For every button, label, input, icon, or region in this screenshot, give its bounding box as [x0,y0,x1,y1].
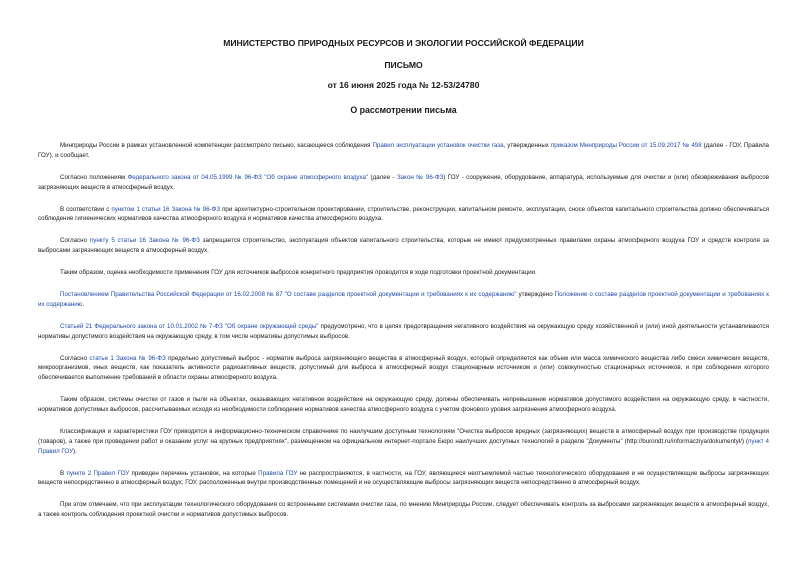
paragraph [38,205,769,225]
document-link[interactable]: Закон № 96-ФЗ [396,173,444,181]
paragraph [38,268,769,278]
paragraph-text: ). [73,447,77,455]
paragraph-text: (далее - [368,173,397,181]
paragraph [38,354,769,383]
document-link[interactable]: пунктом 1 статьи 16 Закона № 96-ФЗ [111,205,221,213]
document-link[interactable]: Правила ГОУ [258,469,298,477]
paragraph-text: Согласно [60,354,90,362]
paragraph-text: утверждено [516,291,555,299]
document-link[interactable]: пункт 4 Правил ГОУ [38,437,769,455]
paragraph [38,173,769,193]
document-type: ПИСЬМО [384,60,423,70]
paragraph-text: приведен перечень установок, на которые [129,469,259,477]
letter-body [38,141,769,520]
document-link[interactable]: приказом Минприроды России от 15.09.2017 № 498 [550,142,702,149]
document-link[interactable]: Статьей 21 Федерального закона от 10.01.2002 № 7-ФЗ "Об охране окружающей среды" [60,322,319,330]
paragraph-text: (далее - ГОУ, Правила ГОУ), и сообщает. [38,142,769,159]
paragraph-text: запрещается строительство, эксплуатация объектов капитального строительства, которые не имеют предусмотренных правилами охраны атмосферного воздуха ГОУ и средств контроля за выбросами загрязняющих веществ в атмосферный воздух. [38,237,769,255]
document-link[interactable]: Правил эксплуатации установок очистки газа [372,142,504,149]
paragraph-text: При этом отмечаем, что при эксплуатации технологического оборудования со встроенными системами очистки газа, по мнению Минприроды России, следует обеспечивать контроль за выбросами загрязняющих веществ в атмосферный воздух, а также контроль соблюдения проектной очистки и нормативов допустимых выбросов. [38,501,769,519]
paragraph-text: предельно допустимый выброс - норматив выброса загрязняющего вещества в атмосферный воздух, который определяется как объем или масса химического вещества либо смеси химических веществ, микроорганизмов, иных веществ, как показатель активности радиоактивных веществ, допустимый для выброса в атмосферный воздух стационарным источником и (или) совокупностью стационарных источников, и при соблюдении которого обеспечивается выполнение требований в области охраны атмосферного воздуха. [38,354,769,382]
paragraph-text: Согласно [60,237,90,245]
paragraph [38,322,769,342]
document-link[interactable]: Федерального закона от 04.05.1999 № 96-ФЗ "Об охране атмосферного воздуха" [127,173,369,181]
document-date-number: от 16 июня 2025 года № 12-53/24780 [327,80,480,90]
document-link[interactable]: пункту 5 статьи 16 Закона № 96-ФЗ [89,237,200,245]
paragraph-text: Таким образом, оценка необходимости применения ГОУ для источников выбросов конкретного предприятия проводится в ходе подготовки проектной документации. [60,269,537,277]
paragraph-text: В [60,469,67,477]
document-header [38,38,769,115]
paragraph-text: не распространяются, в частности, на ГОУ, являющиеся неотъемлемой частью технологического оборудования и не осуществляющие выбросы загрязняющих веществ непосредственно в атмосферный воздух; ГОУ, расположенные внутри производственных помещений и не осуществляющие выбросы загрязняющих веществ непосредственно в атмосферный воздух. [38,469,769,487]
paragraph [38,236,769,256]
paragraph [38,141,769,161]
document-link[interactable]: пункте 2 Правил ГОУ [66,469,130,477]
paragraph [38,427,769,456]
paragraph-text: Таким образом, системы очистки от газов и пыли на объектах, оказывающих негативное воздействие на окружающую среду, должны обеспечивать непревышение нормативов допустимого воздействия на окружающую среду, в частности, нормативов допустимых выбросов, рассчитываемых исходя из необходимости соблюдения нормативов качества атмосферного воздуха с учетом фонового уровня загрязнения атмосферного воздуха. [38,396,769,414]
paragraph [38,500,769,520]
paragraph [38,469,769,489]
paragraph-text: Минприроды России в рамках установленной компетенции рассмотрело письмо, касающееся соблюдения [60,142,373,149]
ministry-title: МИНИСТЕРСТВО ПРИРОДНЫХ РЕСУРСОВ И ЭКОЛОГИИ РОССИЙСКОЙ ФЕДЕРАЦИИ [223,38,584,48]
document-link[interactable]: статье 1 Закона № 96-ФЗ [89,354,166,362]
paragraph-text: предусмотрено, что в целях предотвращения негативного воздействия на окружающую среду хозяйственной и (или) иной деятельности устанавливаются нормативы допустимого воздействия на окружающую среду, в том числе нормативы допустимых выбросов. [38,322,769,340]
paragraph-text: ) ГОУ - сооружение, оборудование, аппаратура, используемые для очистки и (или) обезвреживания выбросов загрязняющих веществ в атмосферный воздух. [38,173,769,191]
paragraph-text: . [82,300,85,308]
paragraph-text: Согласно положениям [60,173,128,181]
document-link[interactable]: Положение о составе разделов проектной документации и требованиях к их содержанию [38,291,769,308]
paragraph-text: , утвержденных [503,142,551,149]
paragraph-text: Классификация и характеристики ГОУ приводятся в информационно-техническом справочнике по наилучшим доступным технологиям "Очистка выбросов вредных (загрязняющих) веществ в атмосферный воздух при производстве продукции (товаров), а также при проведении работ и оказании услуг на крупных предприятиях", размещенном на официальном интернет-портале Бюро наилучших доступных технологий в разделе "Документы" (http://burondt.ru/informacziya/dokumentyl/) ( [38,428,769,445]
paragraph [38,290,769,310]
paragraph-text: В соответствии с [60,205,112,213]
paragraph [38,395,769,415]
paragraph-text: при архитектурно-строительном проектировании, строительстве, реконструкции, капитальном ремонте, эксплуатации, сносе объектов капитального строительства должно обеспечиваться соблюдение гигиенических нормативов качества атмосферного воздуха и нормативов качества атмосферного воздуха. [38,205,769,223]
document-subject: О рассмотрении письма [350,105,457,115]
document-link[interactable]: Постановлением Правительства Российской Федерации от 16.02.2008 № 87 "О составе разделов проектной документации и требованиях к их содержанию" [60,291,517,299]
